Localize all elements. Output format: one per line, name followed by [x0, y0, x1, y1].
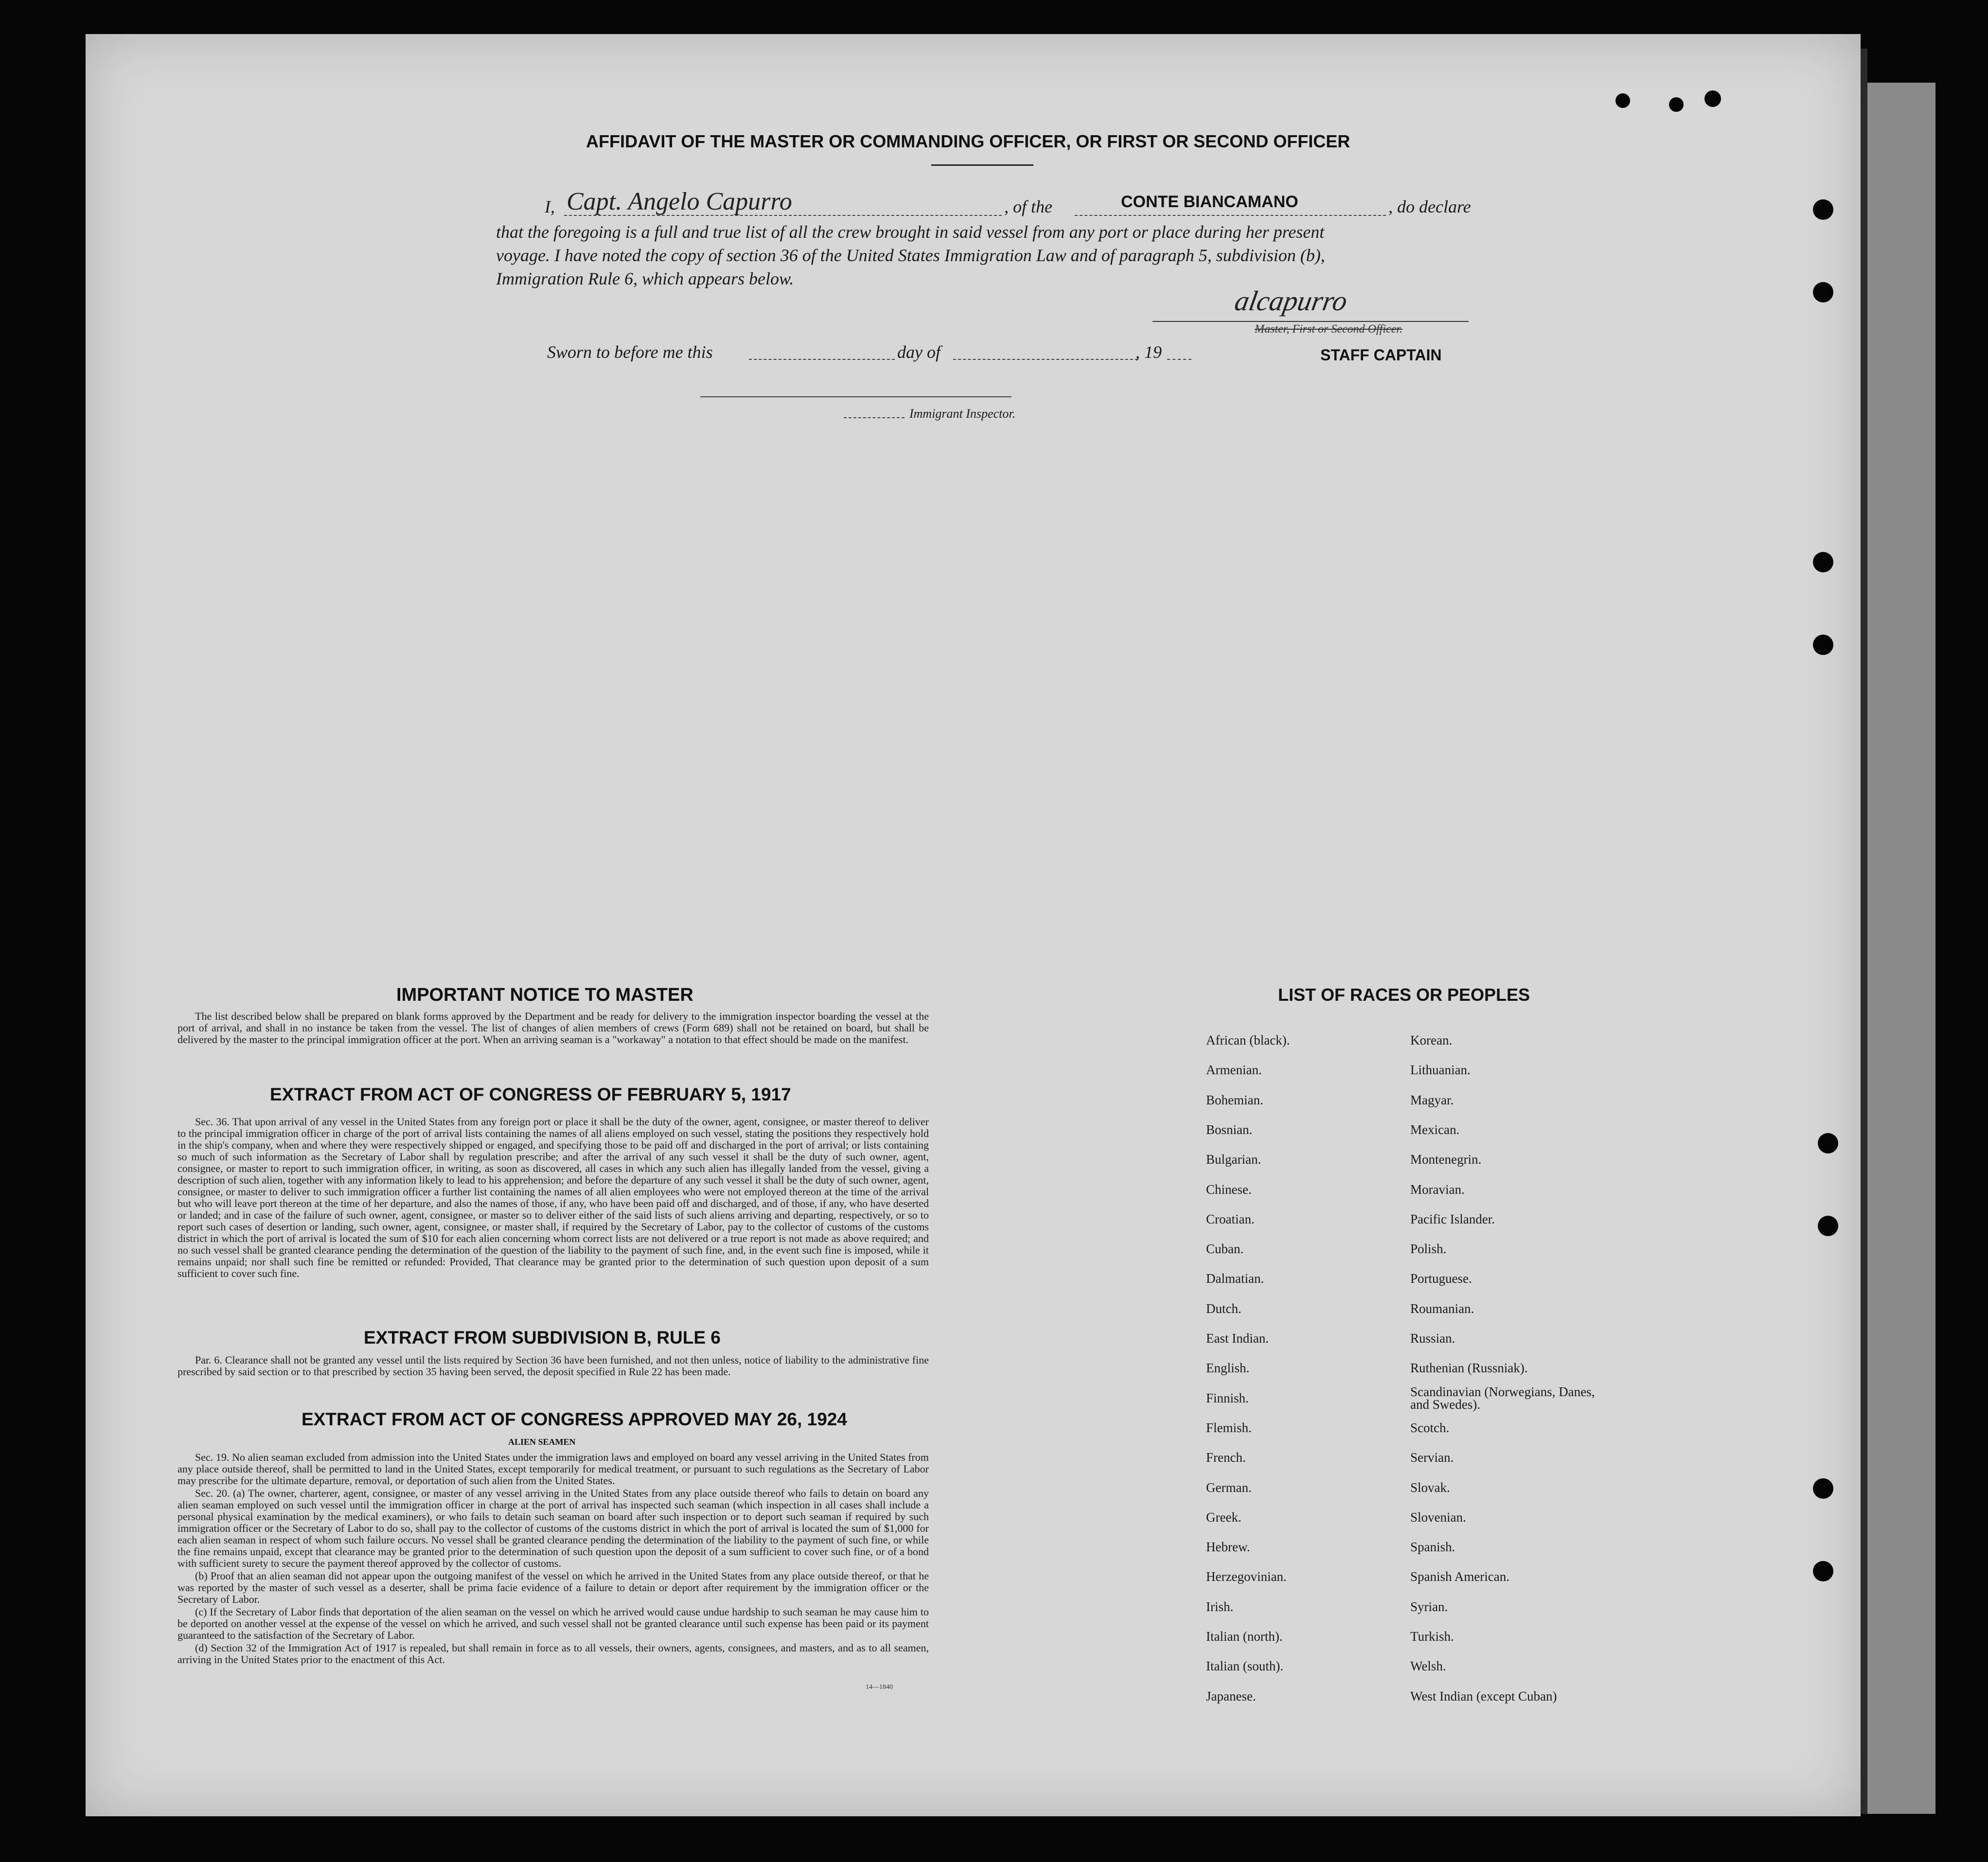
- title-underline: [931, 164, 1033, 166]
- inspector-label: Immigrant Inspector.: [909, 407, 1016, 421]
- punch-hole: [1818, 1216, 1838, 1236]
- extract-1924-paragraph: (d) Section 32 of the Immigration Act of 1917 is repealed, but shall remain in force as to all vessels, their owners, agents, consignees, and masters, and as to all seamen, arriving in the United States prior to the enactment of this Act.: [178, 1642, 929, 1666]
- race-item: Syrian.: [1410, 1599, 1448, 1614]
- race-item: Slovak.: [1410, 1480, 1450, 1495]
- race-item: Pacific Islander.: [1410, 1212, 1495, 1226]
- notice-title: IMPORTANT NOTICE TO MASTER: [396, 985, 693, 1005]
- punch-hole: [1813, 282, 1833, 302]
- race-item: Servian.: [1410, 1450, 1454, 1465]
- vessel-name: CONTE BIANCAMANO: [1121, 193, 1298, 211]
- signatory-name: Capt. Angelo Capurro: [567, 188, 792, 215]
- extract-rule6-text: Par. 6. Clearance shall not be granted any vessel until the lists required by Section 36 have been furnished, and not then unless, notice of liability to the administrative fine prescribed by said section or to that prescribed by section 35 having been served, the deposit specified in Rule 22 has been made.: [178, 1354, 929, 1378]
- race-item: Welsh.: [1410, 1659, 1446, 1673]
- sworn-day-label: day of: [897, 342, 941, 362]
- name-blank-line: [564, 215, 1002, 216]
- punch-hole: [1704, 90, 1721, 107]
- race-item: Cuban.: [1206, 1241, 1244, 1256]
- officer-signature: alcapurro: [1232, 285, 1350, 317]
- race-item: Irish.: [1206, 1599, 1234, 1614]
- race-item: Spanish American.: [1410, 1569, 1509, 1584]
- punch-hole: [1813, 1478, 1833, 1499]
- punch-hole: [1669, 97, 1684, 112]
- extract-1917-text: Sec. 36. That upon arrival of any vessel in the United States from any foreign port or place it shall be the duty of the owner, agent, consignee, or master thereof to deliver to the principal immigration officer in charge of the port of arrival lists containing the names of all aliens employed on such vessel, stating the positions they respectively hold in the ship's company, when and where they were respectively shipped or engaged, and specifying those to be paid off and discharged in the port of arrival; or lists containing so much of such information as the Secretary of Labor shall by regulation prescribe; and after the arrival of any such vessel it shall be the duty of such owner, agent, consignee, or master to report to such immigration officer, in writing, as soon as discovered, all cases in which any such alien has illegally landed from the vessel, giving a description of such alien, together with any information likely to lead to his apprehension; and before the departure of any such vessel it shall be the duty of such owner, agent, consignee, or master to deliver to such immigration officer a further list containing the names of all alien employees who were not employed thereon at the time of the arrival but who will leave port thereon at the time of her departure, and also the names of those, if any, who have been paid off and discharged, and of those, if any, who have deserted or landed; and in case of the failure of such owner, agent, consignee, or master so to deliver either of the said lists of such aliens arriving and departing, respectively, or so to report such cases of desertion or landing, such owner, agent, consignee, or master shall, if required by the Secretary of Labor, pay to the collector of customs of the customs district in which the port of arrival is located the sum of $10 for each alien concerning whom correct lists are not delivered or a true report is not made as above required; and no such vessel shall be granted clearance pending the determination of the question of the liability to the payment of such fine, and, in the event such fine is imposed, while it remains unpaid; nor shall such fine be remitted or refunded: Provided, That clearance may be granted prior to the determination of such question upon deposit of a sum sufficient to cover such fine.: [178, 1116, 929, 1279]
- race-item: Bosnian.: [1206, 1122, 1253, 1137]
- affidavit-line1-suffix: , do declare: [1388, 197, 1471, 216]
- race-item: African (black).: [1206, 1033, 1290, 1047]
- race-item: Greek.: [1206, 1510, 1242, 1525]
- affidavit-title: AFFIDAVIT OF THE MASTER OR COMMANDING OFFICER, OR FIRST OR SECOND OFFICER: [586, 131, 1350, 151]
- race-item: Flemish.: [1206, 1420, 1252, 1435]
- extract-1924-paragraph: Sec. 20. (a) The owner, charterer, agent, consignee, or master of any vessel arriving in the United States from any place outside thereof who fails to detain on board any alien seaman employed on such vessel until the immigration officer in charge at the port of arrival has inspected such seaman (which inspection in all cases shall include a personal physical examination by the medical examiners), or who fails to detain such seaman on board after such inspection or to deport such seaman if required by such immigration officer or the Secretary of Labor to do so, shall pay to the collector of customs of the customs district in which the port of arrival is located the sum of $1,000 for each alien seaman in respect of whom such failure occurs. No vessel shall be granted clearance pending the determination of the liability to the payment of such fine, or while the fine remains unpaid, except that clearance may be granted prior to the determination of such question upon the deposit of a sum sufficient to cover such fine, or of a bond with sufficient surety to secure the payment thereof approved by the collector of customs.: [178, 1487, 929, 1569]
- race-item: Korean.: [1410, 1033, 1453, 1047]
- inspector-blank: [844, 417, 905, 418]
- race-item: Chinese.: [1206, 1182, 1252, 1197]
- punch-hole: [1818, 1133, 1838, 1153]
- extract-1924-paragraph: Sec. 19. No alien seaman excluded from admission into the United States under the immigration laws and employed on board any vessel arriving in the United States from any place outside thereof, shall be permitted to land in the United States, except temporarily for medical treatment, or pursuant to such regulations as the Secretary of Labor may prescribe for the ultimate departure, removal, or deportation of such alien from the United States.: [178, 1451, 929, 1487]
- race-item: Mexican.: [1410, 1122, 1460, 1137]
- notice-text: The list described below shall be prepared on blank forms approved by the Department and be ready for delivery to the immigration inspector boarding the vessel at the port of arrival, and shall in no instance be taken from the vessel. The list of changes of alien members of crews (Form 689) shall not be retained on board, but shall be delivered by the master to the principal immigration officer at the port. When an arriving seaman is a "workaway" a notation to that effect should be made on the manifest.: [178, 1010, 929, 1046]
- vessel-blank-line: [1075, 215, 1386, 216]
- race-item: Portuguese.: [1410, 1271, 1472, 1286]
- race-item: Armenian.: [1206, 1063, 1262, 1077]
- affidavit-line4: Immigration Rule 6, which appears below.: [496, 269, 794, 288]
- race-item: Ruthenian (Russniak).: [1410, 1361, 1528, 1375]
- race-item: Spanish.: [1410, 1540, 1456, 1554]
- race-item: German.: [1206, 1480, 1252, 1495]
- race-item: Italian (south).: [1206, 1659, 1283, 1673]
- race-item: Moravian.: [1410, 1182, 1465, 1197]
- race-item: Italian (north).: [1206, 1629, 1283, 1644]
- race-item: Hebrew.: [1206, 1540, 1250, 1554]
- affidavit-line3: voyage. I have noted the copy of section 36 of the United States Immigration Law and of paragraph 5, subdivision (b),: [496, 246, 1325, 265]
- extract-1917-title: EXTRACT FROM ACT OF CONGRESS OF FEBRUARY 5, 1917: [270, 1084, 791, 1104]
- sworn-month-blank: [953, 359, 1138, 360]
- affidavit-line1-prefix: I,: [545, 197, 555, 216]
- race-item: Scotch.: [1410, 1420, 1450, 1435]
- sworn-prefix: Sworn to before me this: [547, 342, 713, 362]
- race-item: Montenegrin.: [1410, 1152, 1482, 1167]
- sworn-year-blank: [1167, 359, 1191, 360]
- staff-captain-title: STAFF CAPTAIN: [1320, 346, 1442, 364]
- race-item: French.: [1206, 1450, 1246, 1465]
- race-item: Lithuanian.: [1410, 1063, 1471, 1077]
- extract-1924-title: EXTRACT FROM ACT OF CONGRESS APPROVED MAY 26, 1924: [302, 1409, 847, 1429]
- sworn-day-blank: [749, 359, 895, 360]
- race-item: West Indian (except Cuban): [1410, 1689, 1557, 1703]
- extract-1924-subtitle: ALIEN SEAMEN: [508, 1437, 576, 1447]
- affidavit-line1-mid: , of the: [1004, 197, 1052, 216]
- punch-hole: [1813, 552, 1833, 572]
- race-item: Bulgarian.: [1206, 1152, 1261, 1167]
- back-sheet: [1863, 83, 1935, 1814]
- inspector-signature-line: [700, 396, 1012, 397]
- race-item: English.: [1206, 1361, 1250, 1375]
- race-item: Russian.: [1410, 1331, 1456, 1346]
- page-edge: [1861, 49, 1867, 1814]
- punch-hole: [1813, 1561, 1833, 1581]
- races-title: LIST OF RACES OR PEOPLES: [1278, 985, 1530, 1005]
- race-item: Bohemian.: [1206, 1093, 1263, 1107]
- race-item: Turkish.: [1410, 1629, 1454, 1644]
- race-item: Slovenian.: [1410, 1510, 1466, 1525]
- extract-1924-paragraph: (c) If the Secretary of Labor finds that deportation of the alien seaman on the vessel on which he arrived would cause undue hardship to such seaman he may cause him to be deported on another vessel at the expense of the vessel on which he arrived, and such vessel shall not be granted clearance until such expense has been paid or its payment guaranteed to the satisfaction of the Secretary of Labor.: [178, 1606, 929, 1641]
- affidavit-line2: that the foregoing is a full and true list of all the crew brought in said vessel from any port or place during her present: [496, 222, 1325, 242]
- race-item: Roumanian.: [1410, 1301, 1474, 1316]
- race-item: Croatian.: [1206, 1212, 1255, 1226]
- race-item: East Indian.: [1206, 1331, 1269, 1346]
- extract-1924-text: [178, 1452, 929, 1667]
- race-item: Dutch.: [1206, 1301, 1242, 1316]
- race-item: Scandinavian (Norwegians, Danes, and Swedes).: [1410, 1384, 1595, 1412]
- punch-hole: [1615, 93, 1630, 108]
- race-item: Dalmatian.: [1206, 1271, 1264, 1286]
- extract-rule6-title: EXTRACT FROM SUBDIVISION B, RULE 6: [364, 1328, 721, 1348]
- race-item: Japanese.: [1206, 1689, 1256, 1703]
- race-item: Herzegovinian.: [1206, 1569, 1287, 1584]
- punch-hole: [1813, 199, 1833, 220]
- extract-1924-paragraph: (b) Proof that an alien seaman did not appear upon the outgoing manifest of the vessel on which he arrived in the United States from any place outside thereof, or that he was reported by the master of such vessel as a deserter, shall be prima facie evidence of a failure to detain or deport after requirement by the immigration officer or the Secretary of Labor.: [178, 1570, 929, 1605]
- race-item: Finnish.: [1206, 1391, 1249, 1405]
- signature-caption: Master, First or Second Officer.: [1255, 323, 1402, 336]
- race-item: Magyar.: [1410, 1093, 1454, 1107]
- signature-line: [1153, 321, 1469, 322]
- sworn-year: , 19: [1136, 342, 1162, 362]
- punch-hole: [1813, 635, 1833, 655]
- form-number: 14—1840: [866, 1684, 893, 1691]
- race-item: Polish.: [1410, 1241, 1447, 1256]
